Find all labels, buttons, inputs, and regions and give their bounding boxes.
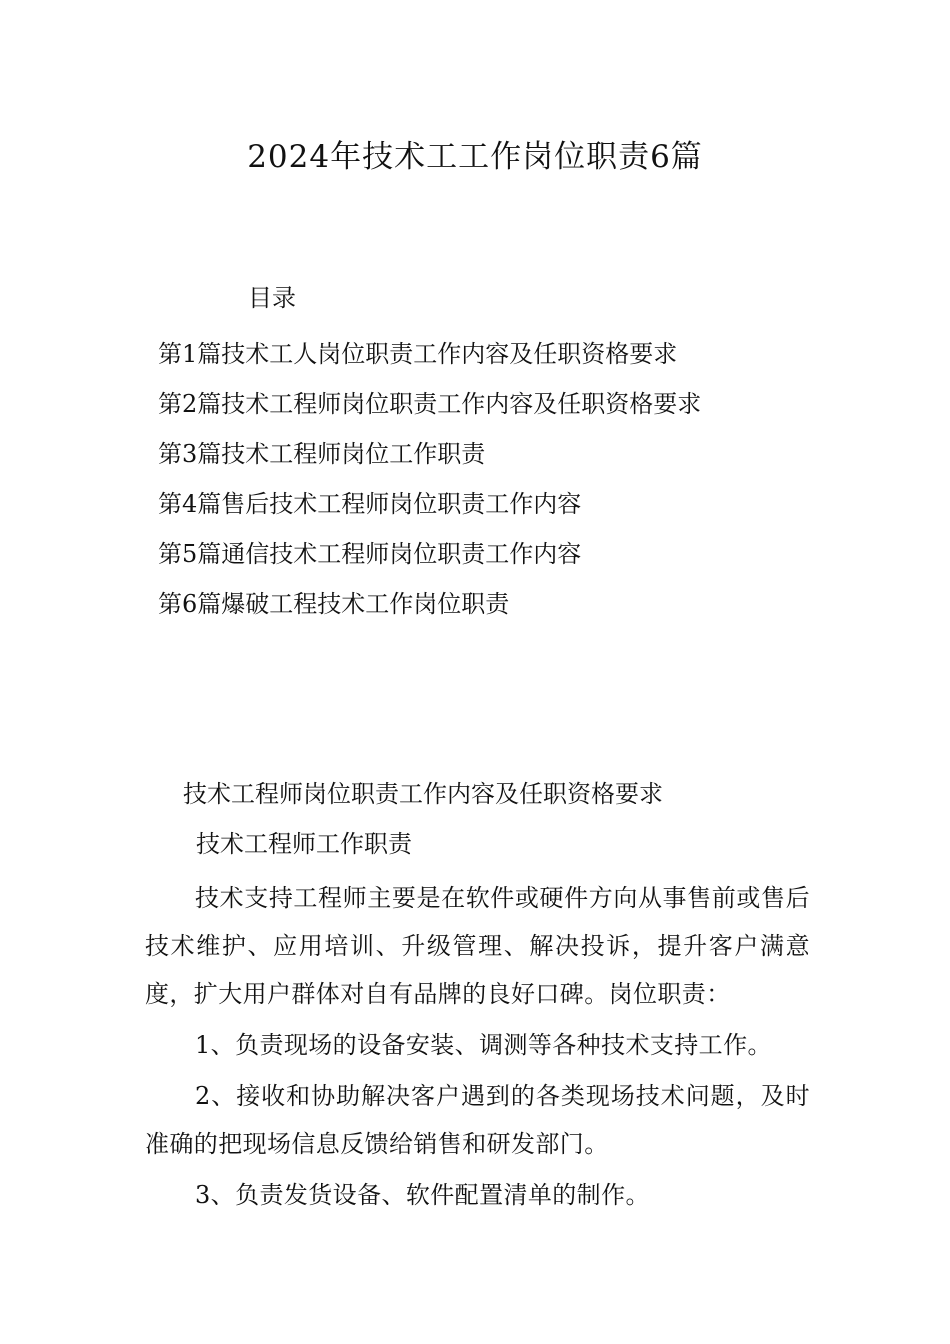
body-paragraph: 2、接收和协助解决客户遇到的各类现场技术问题，及时准确的把现场信息反馈给销售和研发部门。 bbox=[145, 1082, 810, 1158]
section-subtitle: 技术工程师工作职责 bbox=[196, 830, 412, 858]
section-body bbox=[145, 874, 810, 1222]
table-of-contents bbox=[158, 329, 701, 629]
toc-item: 第1篇技术工人岗位职责工作内容及任职资格要求 bbox=[158, 340, 678, 368]
toc-item: 第2篇技术工程师岗位职责工作内容及任职资格要求 bbox=[158, 390, 702, 418]
section-title: 技术工程师岗位职责工作内容及任职资格要求 bbox=[183, 780, 663, 808]
toc-heading: 目录 bbox=[248, 284, 296, 312]
body-paragraph: 技术支持工程师主要是在软件或硬件方向从事售前或售后技术维护、应用培训、升级管理、解决投诉，提升客户满意度，扩大用户群体对自有品牌的良好口碑。岗位职责： bbox=[145, 884, 810, 1008]
body-paragraph: 1、负责现场的设备安装、调测等各种技术支持工作。 bbox=[195, 1031, 772, 1059]
toc-item: 第4篇售后技术工程师岗位职责工作内容 bbox=[158, 490, 582, 518]
document-title: 2024年技术工工作岗位职责6篇 bbox=[247, 139, 703, 175]
toc-item: 第3篇技术工程师岗位工作职责 bbox=[158, 440, 486, 468]
toc-item: 第6篇爆破工程技术工作岗位职责 bbox=[158, 590, 510, 618]
toc-item: 第5篇通信技术工程师岗位职责工作内容 bbox=[158, 540, 582, 568]
body-paragraph: 3、负责发货设备、软件配置清单的制作。 bbox=[195, 1181, 650, 1209]
